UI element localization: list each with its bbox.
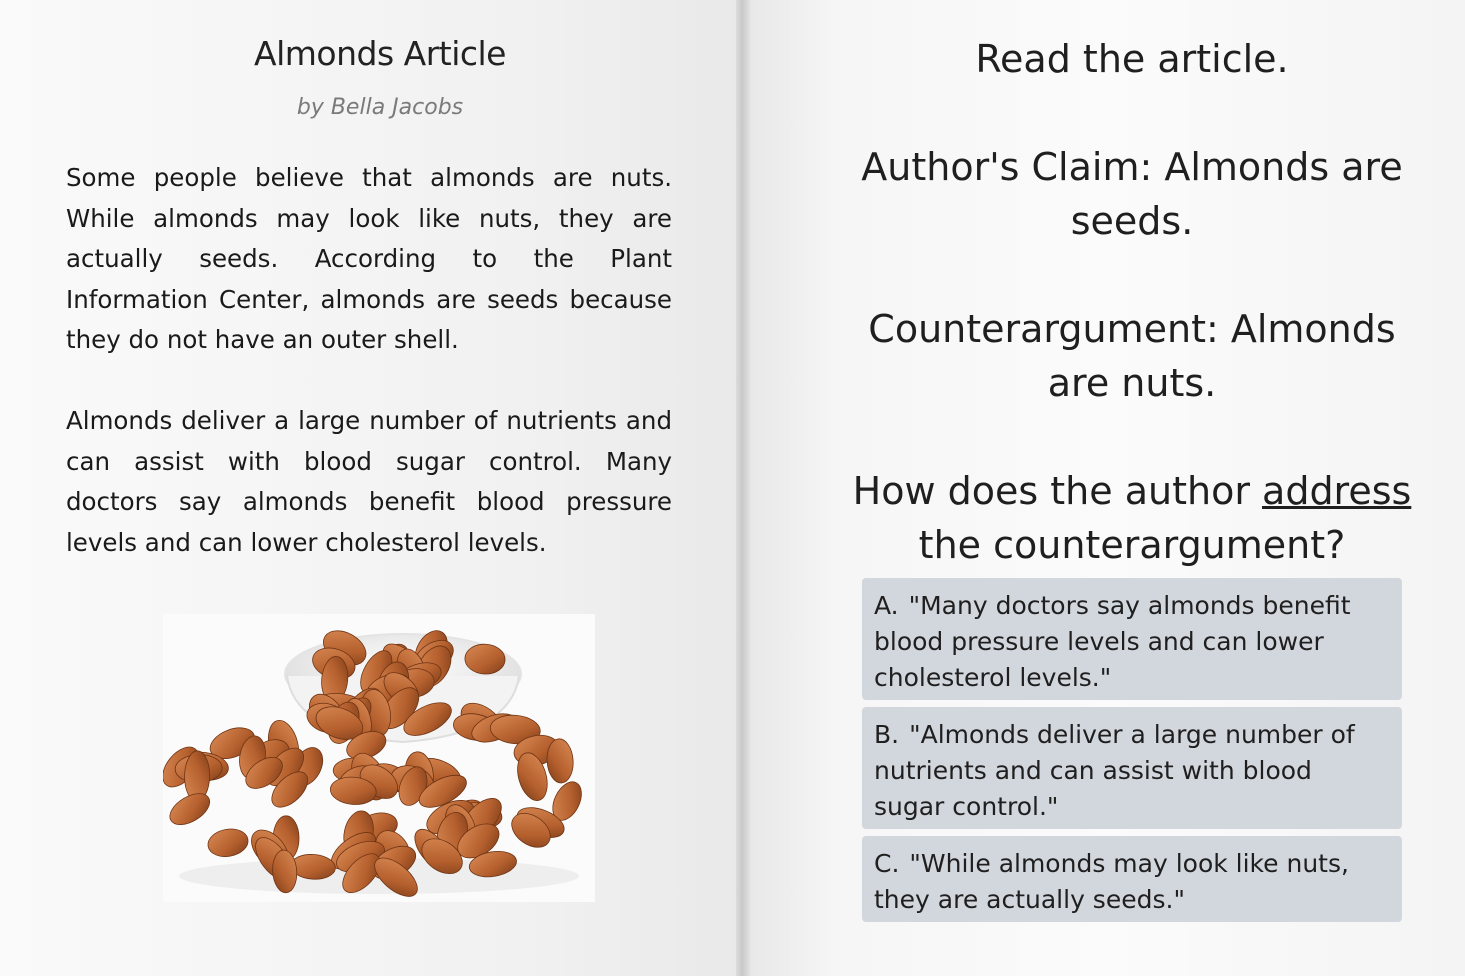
- article-paragraph-1: Some people believe that almonds are nuts. While almonds may look like nuts, they are actually seeds. According to the Plant Information Center, almonds are seeds because they do not have an outer shell.: [66, 163, 672, 354]
- article-title: Almonds Article: [254, 34, 506, 73]
- answer-letter: A.: [874, 591, 899, 620]
- question-suffix: the counterargument?: [918, 523, 1346, 567]
- instruction-text: Read the article.: [975, 37, 1289, 81]
- answer-option-a[interactable]: [862, 578, 1402, 700]
- answer-option-b[interactable]: [862, 707, 1402, 829]
- book-spine: [736, 0, 750, 976]
- question-prefix: How does the author: [852, 469, 1263, 513]
- answer-text: "Many doctors say almonds benefit blood pressure levels and can lower cholesterol levels.": [874, 591, 1351, 692]
- answer-letter: B.: [874, 720, 900, 749]
- article-byline: by Bella Jacobs: [296, 95, 464, 120]
- question-prompt: [850, 464, 1414, 572]
- question-underlined-word: address: [1262, 469, 1412, 513]
- counterargument: Counterargument: Almonds are nuts.: [868, 307, 1396, 405]
- almonds-photo: [163, 614, 595, 902]
- answer-text: "While almonds may look like nuts, they are actually seeds.": [874, 849, 1349, 914]
- answer-option-c[interactable]: [862, 836, 1402, 922]
- almond-shape: [206, 826, 250, 860]
- author-claim: Author's Claim: Almonds are seeds.: [861, 145, 1403, 243]
- answer-letter: C.: [874, 849, 900, 878]
- article-paragraph-2: Almonds deliver a large number of nutrients and can assist with blood sugar control. Many doctors say almonds benefit blood pressure levels and can lower cholesterol levels.: [66, 406, 672, 557]
- answer-text: "Almonds deliver a large number of nutrients and can assist with blood sugar control.": [874, 720, 1355, 821]
